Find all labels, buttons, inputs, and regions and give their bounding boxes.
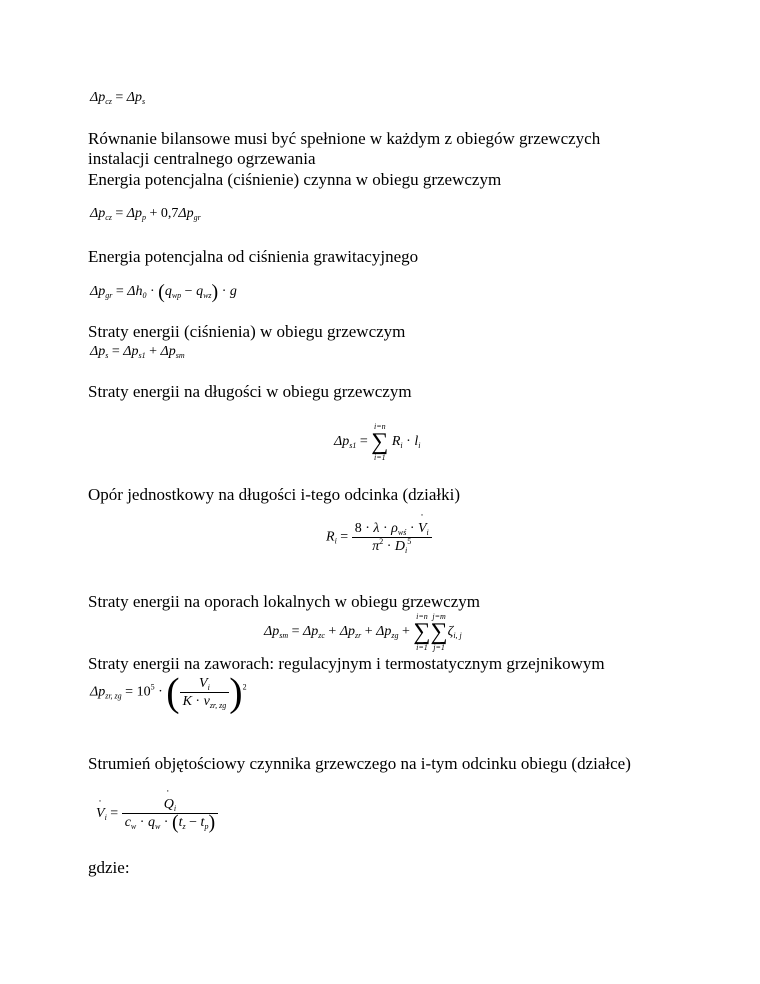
heading-local-losses: Straty energii na oporach lokalnych w obiegu grzewczym — [88, 592, 480, 611]
summation-symbol-i: i=n ∑ i=1 — [413, 612, 431, 652]
equation-local-losses: $\Delta p_{sm} = \Delta p_{zc} + \Delta p_{zr} + \Delta p_{zg}$ + i=n ∑ i=1 j=m ∑ j=1 $\zeta_{i, j}$ — [264, 612, 462, 652]
heading-pressure-losses: Straty energii (ciśnienia) w obiegu grzewczym — [88, 322, 406, 341]
paragraph-balance-line1: Równanie bilansowe musi być spełnione w każdym z obiegów grzewczych — [88, 129, 601, 148]
equation-unit-resistance: $R_i$ = $\frac{8 \cdot \lambda \cdot \rho_{wś} \cdot ˙ V_i}{\pi^2 \cdot D_i^5}$ — [326, 520, 432, 555]
paragraph-balance-line2: instalacji centralnego ogrzewania — [88, 149, 316, 168]
summation-symbol: i=n ∑ i=1 — [371, 422, 389, 462]
heading-valve-losses: Straty energii na zaworach: regulacyjnym i termostatycznym grzejnikowym — [88, 654, 605, 673]
heading-volume-flow: Strumień objętościowy czynnika grzewczego na i-tym odcinku obiegu (działce) — [88, 754, 631, 773]
label-where: gdzie: — [88, 858, 130, 877]
heading-length-losses: Straty energii na długości w obiegu grzewczym — [88, 382, 412, 401]
heading-potential-energy: Energia potencjalna (ciśnienie) czynna w obiegu grzewczym — [88, 170, 502, 189]
equation-gravity-pressure: $\Delta p_{gr} = \Delta h_0 \cdot (q_{wp} - q_{wz}) \cdot g$ — [90, 281, 237, 303]
equation-length-losses: $\Delta p_{s1}$ = i=n ∑ i=1 $R_i \cdot l_i$ — [334, 422, 421, 462]
equation-valve-losses: $\Delta p_{zr, zg} = 10^5$ · ( $\frac{V_i}{K \cdot v_{zr, zg}}$ )$^2$ — [90, 669, 247, 715]
equation-balance: $\Delta p_{cz} = \Delta p_s$ — [90, 90, 146, 106]
heading-unit-resistance: Opór jednostkowy na długości i-tego odcinka (działki) — [88, 485, 461, 504]
summation-symbol-j: j=m ∑ j=1 — [430, 612, 448, 652]
equation-pressure-losses: $\Delta p_s = \Delta p_{s1} + \Delta p_{sm}$ — [90, 344, 185, 360]
equation-volume-flow: ˙ $V_i$ = ˙ $\frac{Q_i}{c_w \cdot q_w \cdot (t_z - t_p)}$ — [96, 796, 218, 831]
equation-active-pressure: $\Delta p_{cz} = \Delta p_p + 0,7\Delta p_{gr}$ — [90, 206, 201, 222]
heading-gravity-pressure: Energia potencjalna od ciśnienia grawitacyjnego — [88, 247, 419, 266]
